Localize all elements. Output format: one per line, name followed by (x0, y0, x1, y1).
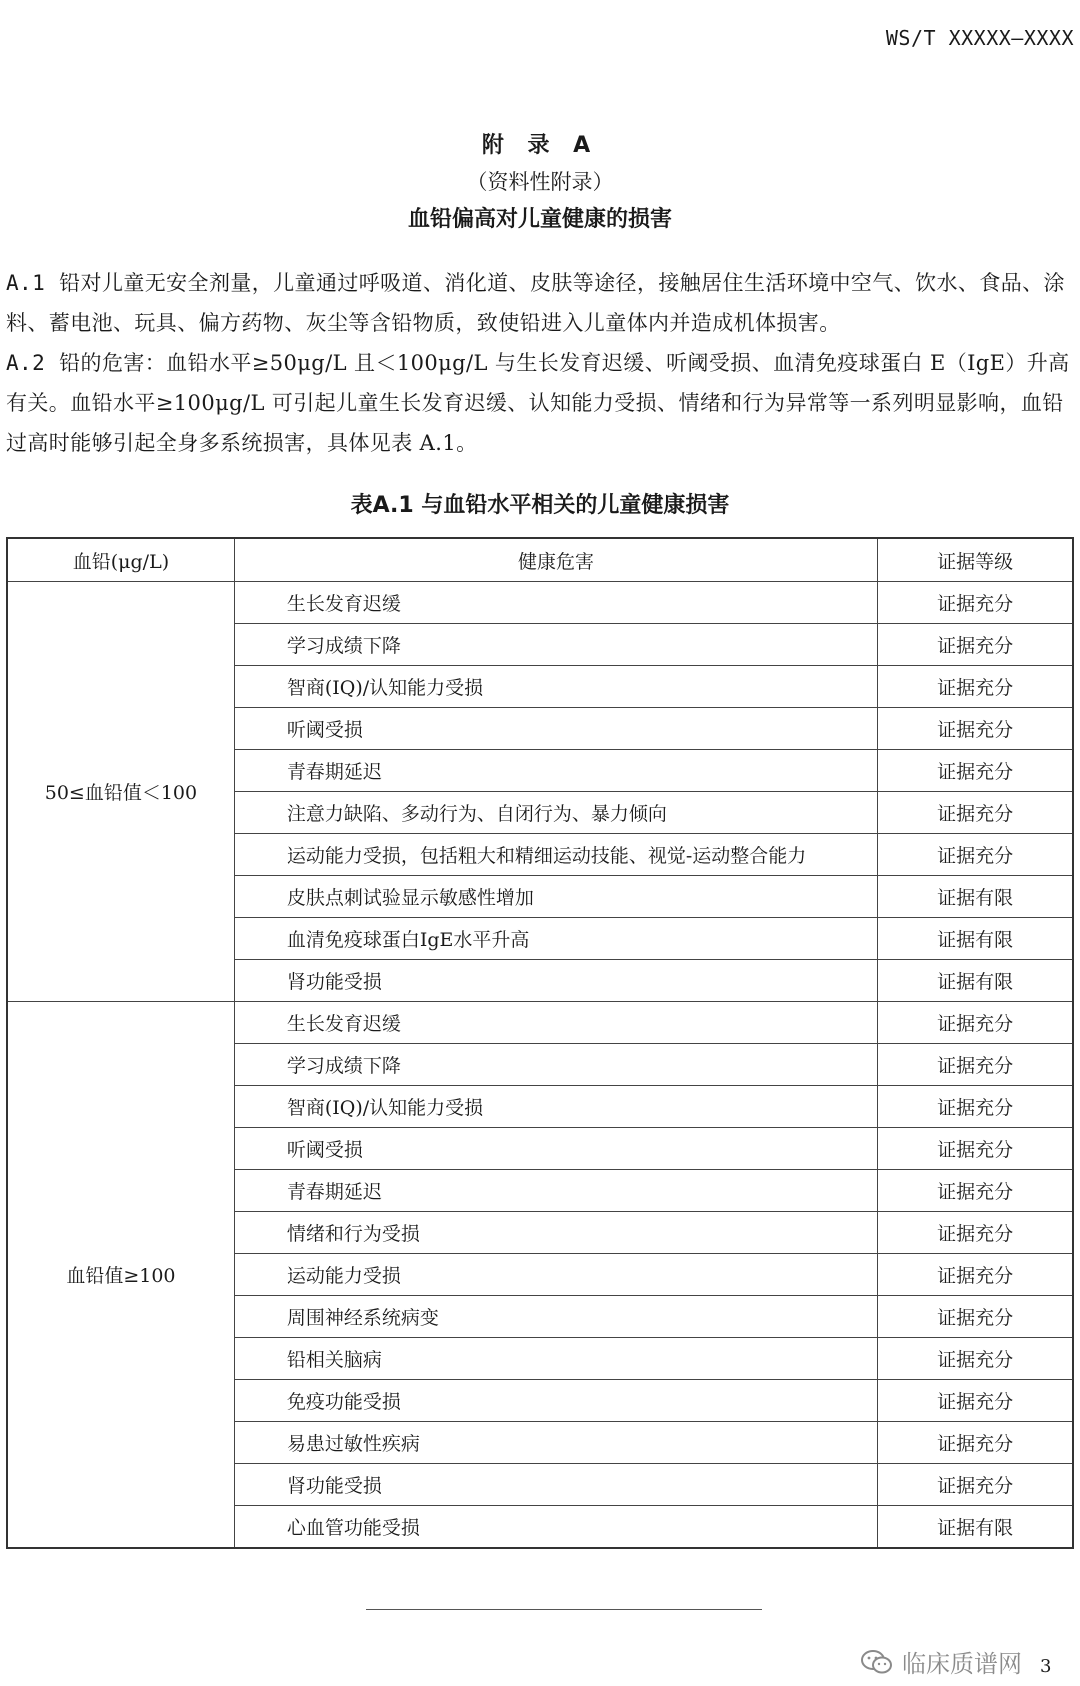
health-harm-text: 青春期延迟 (286, 761, 382, 783)
health-harm-text: 周围神经系统病变 (286, 1307, 439, 1329)
appendix-type: （资料性附录） (466, 170, 614, 194)
health-harm-text: 情绪和行为受损 (286, 1223, 420, 1245)
health-harm-cell (234, 1254, 877, 1296)
health-harm-cell (234, 834, 877, 876)
watermark-text: 临床质谱网 (902, 1650, 1022, 1678)
evidence-level-cell: 证据充分 (878, 1086, 1073, 1128)
health-harm-text: 学习成绩下降 (286, 635, 401, 657)
health-harm-text: 运动能力受损 (286, 1265, 401, 1287)
health-harm-text: 听阈受损 (286, 719, 363, 741)
health-harm-cell (234, 1422, 877, 1464)
blood-lead-level-cell: 血铅值≥100 (7, 1002, 234, 1549)
evidence-level-cell: 证据有限 (878, 876, 1073, 918)
evidence-level-cell: 证据充分 (878, 792, 1073, 834)
health-harm-cell (234, 1296, 877, 1338)
evidence-level-cell: 证据有限 (878, 960, 1073, 1002)
lead-health-table (6, 537, 1074, 1549)
health-harm-cell (234, 624, 877, 666)
health-harm-text: 铅相关脑病 (286, 1349, 382, 1371)
evidence-level-cell: 证据充分 (878, 1422, 1073, 1464)
evidence-level-cell: 证据充分 (878, 1338, 1073, 1380)
health-harm-text: 免疫功能受损 (286, 1391, 401, 1413)
evidence-level-cell: 证据充分 (878, 1212, 1073, 1254)
evidence-level-cell: 证据充分 (878, 1044, 1073, 1086)
evidence-level-cell: 证据有限 (878, 918, 1073, 960)
paragraph-a2 (6, 343, 1072, 463)
health-harm-cell (234, 792, 877, 834)
paragraph-text: 铅对儿童无安全剂量，儿童通过呼吸道、消化道、皮肤等途径，接触居住生活环境中空气、饮水、食品、涂料、蓄电池、玩具、偏方药物、灰尘等含铅物质，致使铅进入儿童体内并造成机体损害。 (6, 271, 1065, 335)
footer-divider (366, 1609, 762, 1610)
evidence-level-cell: 证据充分 (878, 1380, 1073, 1422)
health-harm-text: 生长发育迟缓 (286, 593, 401, 615)
table-header-row (7, 538, 1073, 582)
health-harm-text: 易患过敏性疾病 (286, 1433, 420, 1455)
evidence-level-cell: 证据充分 (878, 750, 1073, 792)
page-number: 3 (1040, 1656, 1052, 1677)
health-harm-cell (234, 666, 877, 708)
health-harm-text: 青春期延迟 (286, 1181, 382, 1203)
table-caption: 表A.1 与血铅水平相关的儿童健康损害 (350, 493, 730, 518)
evidence-level-cell: 证据有限 (878, 1506, 1073, 1549)
appendix-title: 血铅偏高对儿童健康的损害 (407, 207, 672, 232)
header-evidence-level: 证据等级 (878, 538, 1073, 582)
health-harm-text: 智商(IQ)/认知能力受损 (286, 677, 484, 699)
health-harm-text: 皮肤点刺试验显示敏感性增加 (286, 887, 534, 909)
health-harm-text: 智商(IQ)/认知能力受损 (286, 1097, 484, 1119)
blood-lead-level-cell: 50≤血铅值＜100 (7, 582, 234, 1002)
evidence-level-cell: 证据充分 (878, 1296, 1073, 1338)
health-harm-text: 血清免疫球蛋白IgE水平升高 (286, 929, 530, 951)
health-harm-cell (234, 1380, 877, 1422)
evidence-level-cell: 证据充分 (878, 1128, 1073, 1170)
health-harm-text: 运动能力受损，包括粗大和精细运动技能、视觉-运动整合能力 (286, 845, 807, 867)
health-harm-cell (234, 750, 877, 792)
appendix-label: 附 录 A (481, 133, 599, 158)
evidence-level-cell: 证据充分 (878, 666, 1073, 708)
health-harm-cell (234, 1212, 877, 1254)
health-harm-cell (234, 876, 877, 918)
paragraph-number: A.2 (6, 351, 46, 375)
health-harm-text: 学习成绩下降 (286, 1055, 401, 1077)
health-harm-text: 心血管功能受损 (286, 1517, 420, 1539)
health-harm-cell (234, 708, 877, 750)
evidence-level-cell: 证据充分 (878, 708, 1073, 750)
header-health-harm: 健康危害 (234, 538, 877, 582)
health-harm-cell (234, 1002, 877, 1044)
health-harm-text: 注意力缺陷、多动行为、自闭行为、暴力倾向 (286, 803, 667, 825)
evidence-level-cell: 证据充分 (878, 1464, 1073, 1506)
health-harm-cell (234, 960, 877, 1002)
table-row (7, 1002, 1073, 1044)
health-harm-text: 生长发育迟缓 (286, 1013, 401, 1035)
health-harm-cell (234, 1170, 877, 1212)
evidence-level-cell: 证据充分 (878, 1002, 1073, 1044)
wechat-icon (860, 1649, 894, 1675)
evidence-level-cell: 证据充分 (878, 624, 1073, 666)
health-harm-cell (234, 918, 877, 960)
health-harm-cell (234, 1044, 877, 1086)
health-harm-cell (234, 1338, 877, 1380)
watermark (860, 1644, 1022, 1679)
table-body (7, 582, 1073, 1549)
health-harm-text: 肾功能受损 (286, 1475, 382, 1497)
table-row (7, 582, 1073, 624)
evidence-level-cell: 证据充分 (878, 834, 1073, 876)
health-harm-text: 肾功能受损 (286, 971, 382, 993)
evidence-level-cell: 证据充分 (878, 1254, 1073, 1296)
health-harm-cell (234, 1128, 877, 1170)
health-harm-cell (234, 582, 877, 624)
header-blood-lead: 血铅(μg/L) (7, 538, 234, 582)
document-code: WS/T XXXXX—XXXX (885, 26, 1074, 50)
health-harm-text: 听阈受损 (286, 1139, 363, 1161)
paragraph-a1 (6, 263, 1072, 343)
evidence-level-cell: 证据充分 (878, 582, 1073, 624)
paragraph-number: A.1 (6, 271, 46, 295)
health-harm-cell (234, 1464, 877, 1506)
paragraph-text: 铅的危害：血铅水平≥50μg/L 且＜100μg/L 与生长发育迟缓、听阈受损、血清免疫球蛋白 E（IgE）升高有关。血铅水平≥100μg/L 可引起儿童生长发育迟缓、认知能力受损、情绪和行为异常等一系列明显影响，血铅过高时能够引起全身多系统损害，具体见表 A.1。 (6, 351, 1070, 455)
health-harm-cell (234, 1506, 877, 1549)
evidence-level-cell: 证据充分 (878, 1170, 1073, 1212)
health-harm-cell (234, 1086, 877, 1128)
